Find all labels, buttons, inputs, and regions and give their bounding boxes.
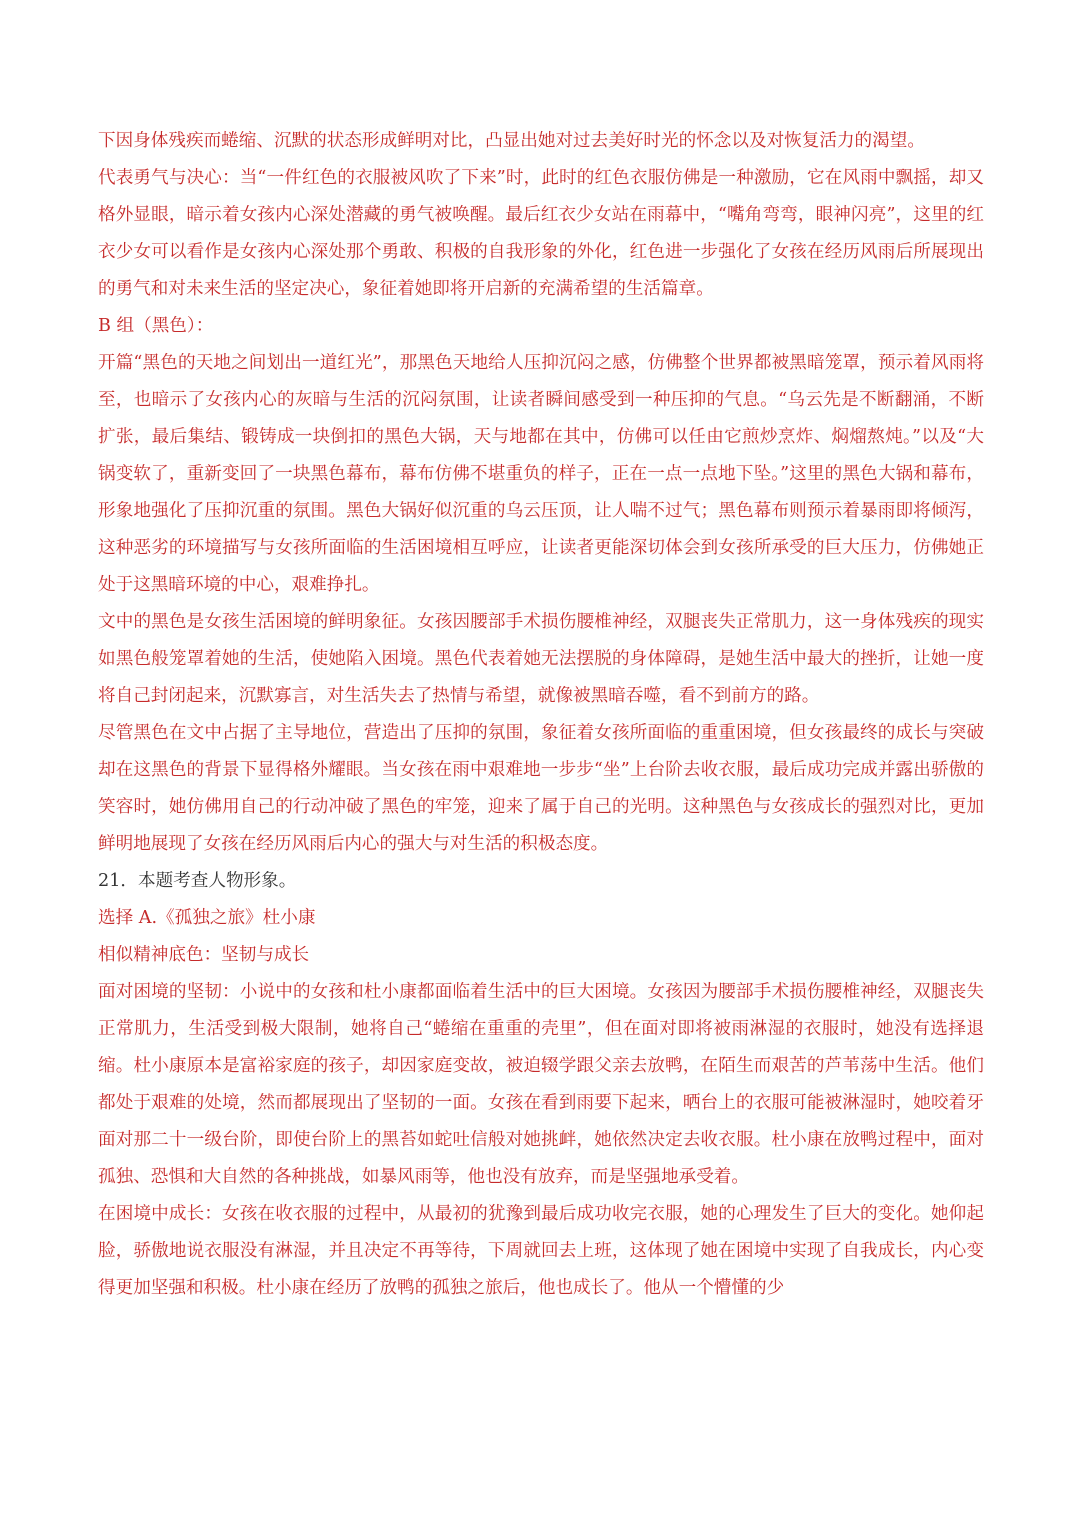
paragraph-black-opening-atmosphere: 开篇“黑色的天地之间划出一道红光”，那黑色天地给人压抑沉闷之感，仿佛整个世界都被黑暗笼罩，预示着风雨将至，也暗示了女孩内心的灰暗与生活的沉闷氛围，让读者瞬间感受到一种压抑的气息。“乌云先是不断翻涌，不断扩张，最后集结、锻铸成一块倒扣的黑色大锅，天与地都在其中，仿佛可以任由它煎炒烹炸、焖熘熬炖。”以及“大锅变软了，重新变回了一块黑色幕布，幕布仿佛不堪重负的样子，正在一点一点地下坠。”这里的黑色大锅和幕布，形象地强化了压抑沉重的氛围。黑色大锅好似沉重的乌云压顶，让人喘不过气；黑色幕布则预示着暴雨即将倾泻，这种恶劣的环境描写与女孩所面临的生活困境相互呼应，让读者更能深切体会到女孩所承受的巨大压力，仿佛她正处于这黑暗环境的中心，艰难挣扎。 xyxy=(98,353,984,595)
paragraph-choice-a: 选择 A.《孤独之旅》杜小康 xyxy=(98,908,316,928)
paragraph-group-b-title: B 组（黑色）： xyxy=(98,316,214,336)
paragraph-black-life-difficulty: 文中的黑色是女孩生活困境的鲜明象征。女孩因腰部手术损伤腰椎神经，双腿丧失正常肌力，这一身体残疾的现实如黑色般笼罩着她的生活，使她陷入困境。黑色代表着她无法摆脱的身体障碍，是她生活中最大的挫折，让她一度将自己封闭起来，沉默寡言，对生活失去了热情与希望，就像被黑暗吞噬，看不到前方的路。 xyxy=(98,612,984,706)
paragraph-black-growth-contrast: 尽管黑色在文中占据了主导地位，营造出了压抑的氛围，象征着女孩所面临的重重困境，但女孩最终的成长与突破却在这黑色的背景下显得格外耀眼。当女孩在雨中艰难地一步步“坐”上台阶去收衣服，最后成功完成并露出骄傲的笑容时，她仿佛用自己的行动冲破了黑色的牢笼，迎来了属于自己的光明。这种黑色与女孩成长的强烈对比，更加鲜明地展现了女孩在经历风雨后内心的强大与对生活的积极态度。 xyxy=(98,723,984,854)
paragraph-growth-in-hardship: 在困境中成长：女孩在收衣服的过程中，从最初的犹豫到最后成功收完衣服，她的心理发生了巨大的变化。她仰起脸，骄傲地说衣服没有淋湿，并且决定不再等待，下周就回去上班，这体现了她在困境中实现了自我成长，内心变得更加坚强和积极。杜小康在经历了放鸭的孤独之旅后，他也成长了。他从一个懵懂的少 xyxy=(98,1204,984,1298)
paragraph-similar-spirit: 相似精神底色：坚韧与成长 xyxy=(98,945,310,965)
document-page xyxy=(98,123,984,1307)
paragraph-red-courage-determination: 代表勇气与决心：当“一件红色的衣服被风吹了下来”时，此时的红色衣服仿佛是一种激励，它在风雨中飘摇，却又格外显眼，暗示着女孩内心深处潜藏的勇气被唤醒。最后红衣少女站在雨幕中，“嘴角弯弯，眼神闪亮”，这里的红衣少女可以看作是女孩内心深处那个勇敢、积极的自我形象的外化，红色进一步强化了女孩在经历风雨后所展现出的勇气和对未来生活的坚定决心，象征着她即将开启新的充满希望的生活篇章。 xyxy=(98,168,984,299)
paragraph-resilience-in-hardship: 面对困境的坚韧：小说中的女孩和杜小康都面临着生活中的巨大困境。女孩因为腰部手术损伤腰椎神经，双腿丧失正常肌力，生活受到极大限制，她将自己“蜷缩在重重的壳里”，但在面对即将被雨淋湿的衣服时，她没有选择退缩。杜小康原本是富裕家庭的孩子，却因家庭变故，被迫辍学跟父亲去放鸭，在陌生而艰苦的芦苇荡中生活。他们都处于艰难的处境，然而都展现出了坚韧的一面。女孩在看到雨要下起来，晒台上的衣服可能被淋湿时，她咬着牙面对那二十一级台阶，即使台阶上的黑苔如蛇吐信般对她挑衅，她依然决定去收衣服。杜小康在放鸭过程中，面对孤独、恐惧和大自然的各种挑战，如暴风雨等，他也没有放弃，而是坚强地承受着。 xyxy=(98,982,984,1187)
paragraph-red-symbolism-contrast: 下因身体残疾而蜷缩、沉默的状态形成鲜明对比，凸显出她对过去美好时光的怀念以及对恢复活力的渴望。 xyxy=(98,131,925,151)
question-21-heading: 21．本题考查人物形象。 xyxy=(98,871,297,891)
